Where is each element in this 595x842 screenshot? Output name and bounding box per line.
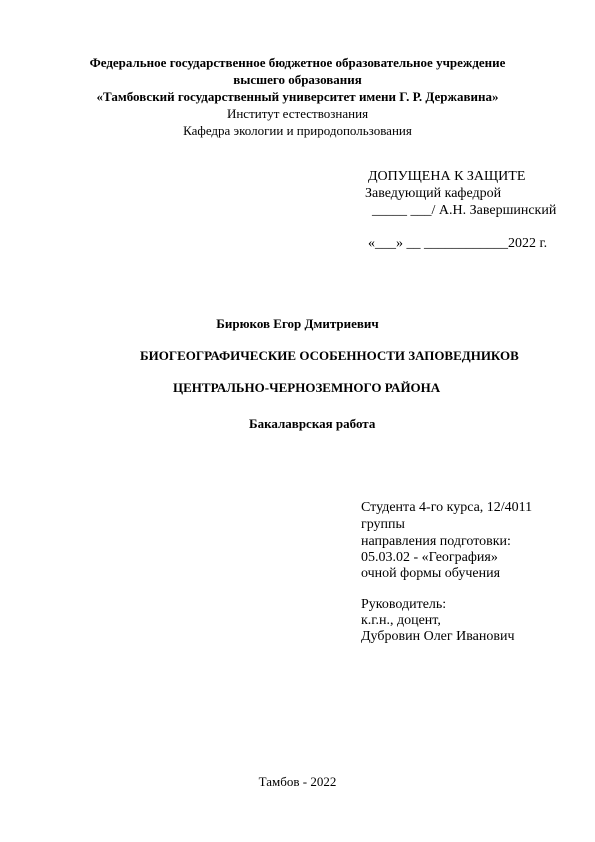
approval-date: «___» __ ____________2022 г. — [368, 236, 548, 251]
student-course: Студента 4-го курса, 12/4011 — [361, 500, 533, 515]
supervisor-degree: к.г.н., доцент, — [361, 613, 441, 628]
study-form: очной формы обучения — [361, 566, 501, 581]
education-level: высшего образования — [233, 72, 362, 87]
thesis-title-line2: ЦЕНТРАЛЬНО-ЧЕРНОЗЕМНОГО РАЙОНА — [173, 380, 441, 395]
study-direction-label: направления подготовки: — [361, 534, 511, 549]
approval-signature: _____ ___/ А.Н. Завершинский — [372, 203, 557, 218]
university-name: «Тамбовский государственный университет имени Г. Р. Державина» — [96, 89, 499, 104]
thesis-title-line1: БИОГЕОГРАФИЧЕСКИЕ ОСОБЕННОСТИ ЗАПОВЕДНИКОВ — [140, 348, 519, 363]
city-year: Тамбов - 2022 — [258, 774, 337, 789]
supervisor-label: Руководитель: — [361, 597, 447, 612]
study-direction-code: 05.03.02 - «География» — [361, 550, 498, 565]
institute-name: Институт естествознания — [226, 106, 369, 121]
department-name: Кафедра экологии и природопользования — [183, 123, 412, 138]
supervisor-name: Дубровин Олег Иванович — [361, 629, 515, 644]
institution-type: Федеральное государственное бюджетное образовательное учреждение — [89, 55, 506, 70]
student-group: группы — [361, 517, 405, 532]
author-name: Бирюков Егор Дмитриевич — [216, 316, 379, 331]
approval-status: ДОПУЩЕНА К ЗАЩИТЕ — [368, 169, 526, 184]
work-type: Бакалаврская работа — [249, 416, 376, 431]
approval-role: Заведующий кафедрой — [365, 186, 502, 201]
